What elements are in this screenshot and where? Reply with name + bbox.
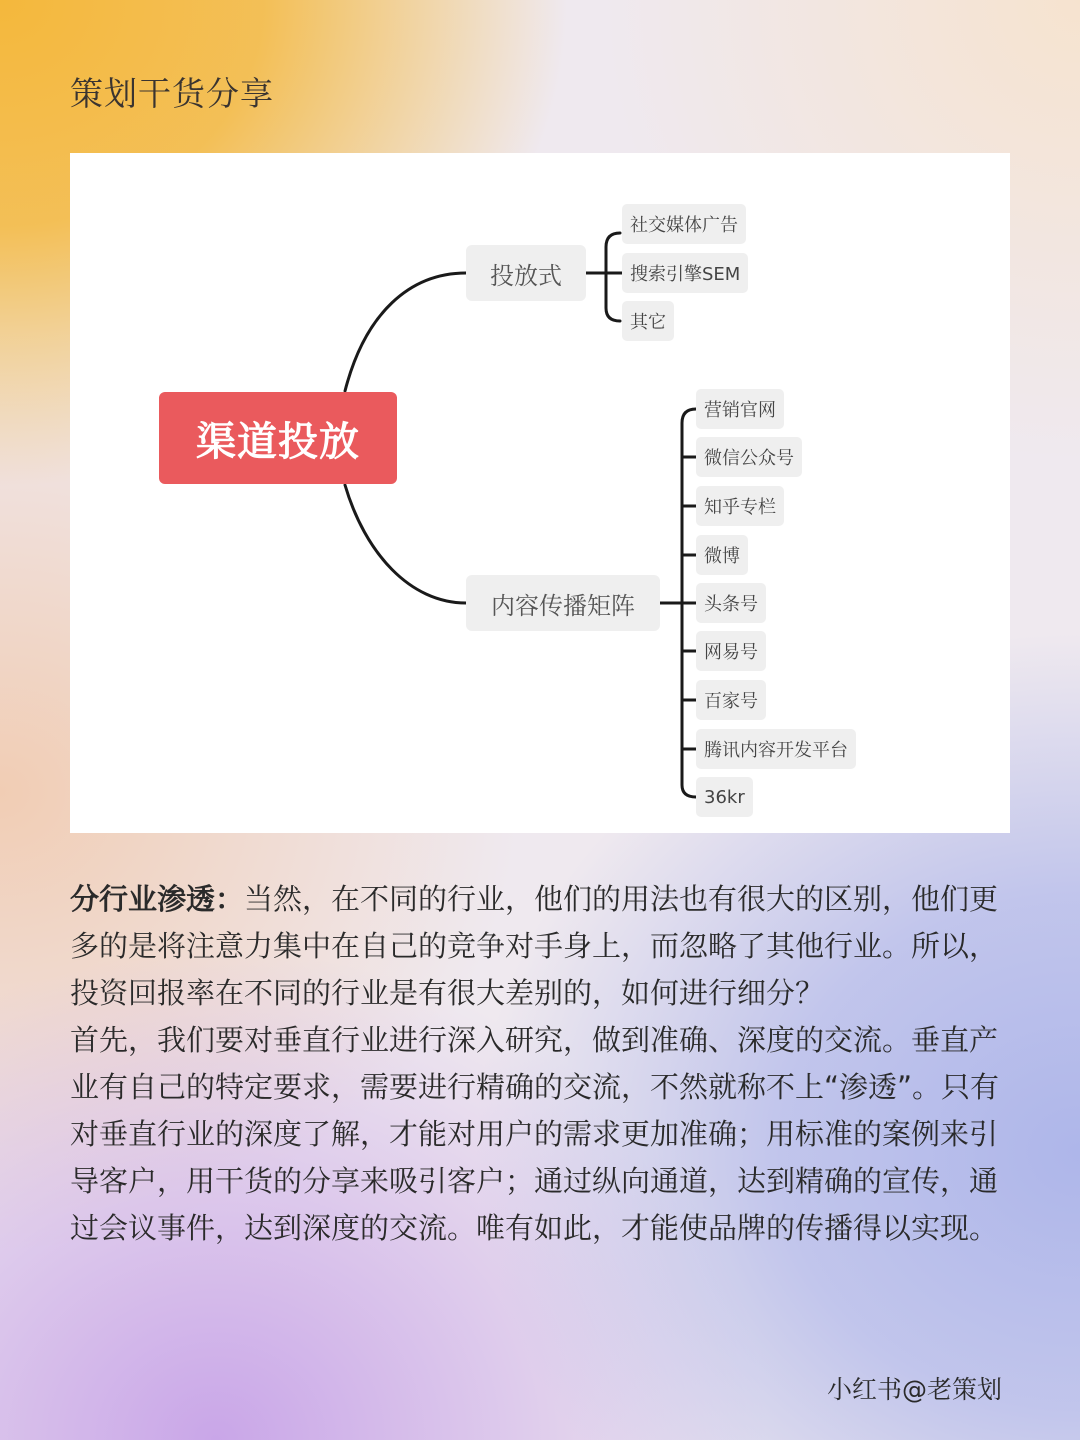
article-body [70,876,1015,1252]
leaf-node: 网易号 [696,631,766,671]
article-paragraph-1 [70,876,1015,1017]
leaf-node: 头条号 [696,583,766,623]
article-paragraph-1-text: 当然，在不同的行业，他们的用法也有很大的区别，他们更多的是将注意力集中在自己的竞争对手身上，而忽略了其他行业。所以，投资回报率在不同的行业是有很大差别的，如何进行细分？ [70,882,999,1010]
leaf-node: 搜索引擎SEM [622,253,748,293]
leaf-node: 百家号 [696,680,766,720]
connector-root-to-branch-2 [345,485,466,603]
branch-node-2: 内容传播矩阵 [466,575,660,631]
leaf-node: 微信公众号 [696,437,802,477]
leaf-node: 微博 [696,535,748,575]
article-lead-bold: 分行业渗透： [70,882,245,916]
leaf-node: 腾讯内容开发平台 [696,729,856,769]
leaf-node: 36kr [696,777,753,817]
leaf-node: 营销官网 [696,389,784,429]
mindmap-root-node: 渠道投放 [159,392,397,484]
page-title: 策划干货分享 [70,74,274,113]
branch-node-1: 投放式 [466,245,586,301]
article-paragraph-2: 首先，我们要对垂直行业进行深入研究，做到准确、深度的交流。垂直产业有自己的特定要求，需要进行精确的交流，不然就称不上“渗透”。只有对垂直行业的深度了解，才能对用户的需求更加准确；用标准的案例来引导客户，用干货的分享来吸引客户；通过纵向通道，达到精确的宣传，通过会议事件，达到深度的交流。唯有如此，才能使品牌的传播得以实现。 [70,1023,1000,1245]
leaf-node: 其它 [622,301,674,341]
mindmap-card [70,153,1010,833]
leaf-node: 社交媒体广告 [622,204,746,244]
connector-branch-1-bracket [586,233,620,321]
leaf-node: 知乎专栏 [696,486,784,526]
author-credit: 小红书@老策划 [826,1375,1002,1404]
connector-root-to-branch-1 [345,273,466,391]
